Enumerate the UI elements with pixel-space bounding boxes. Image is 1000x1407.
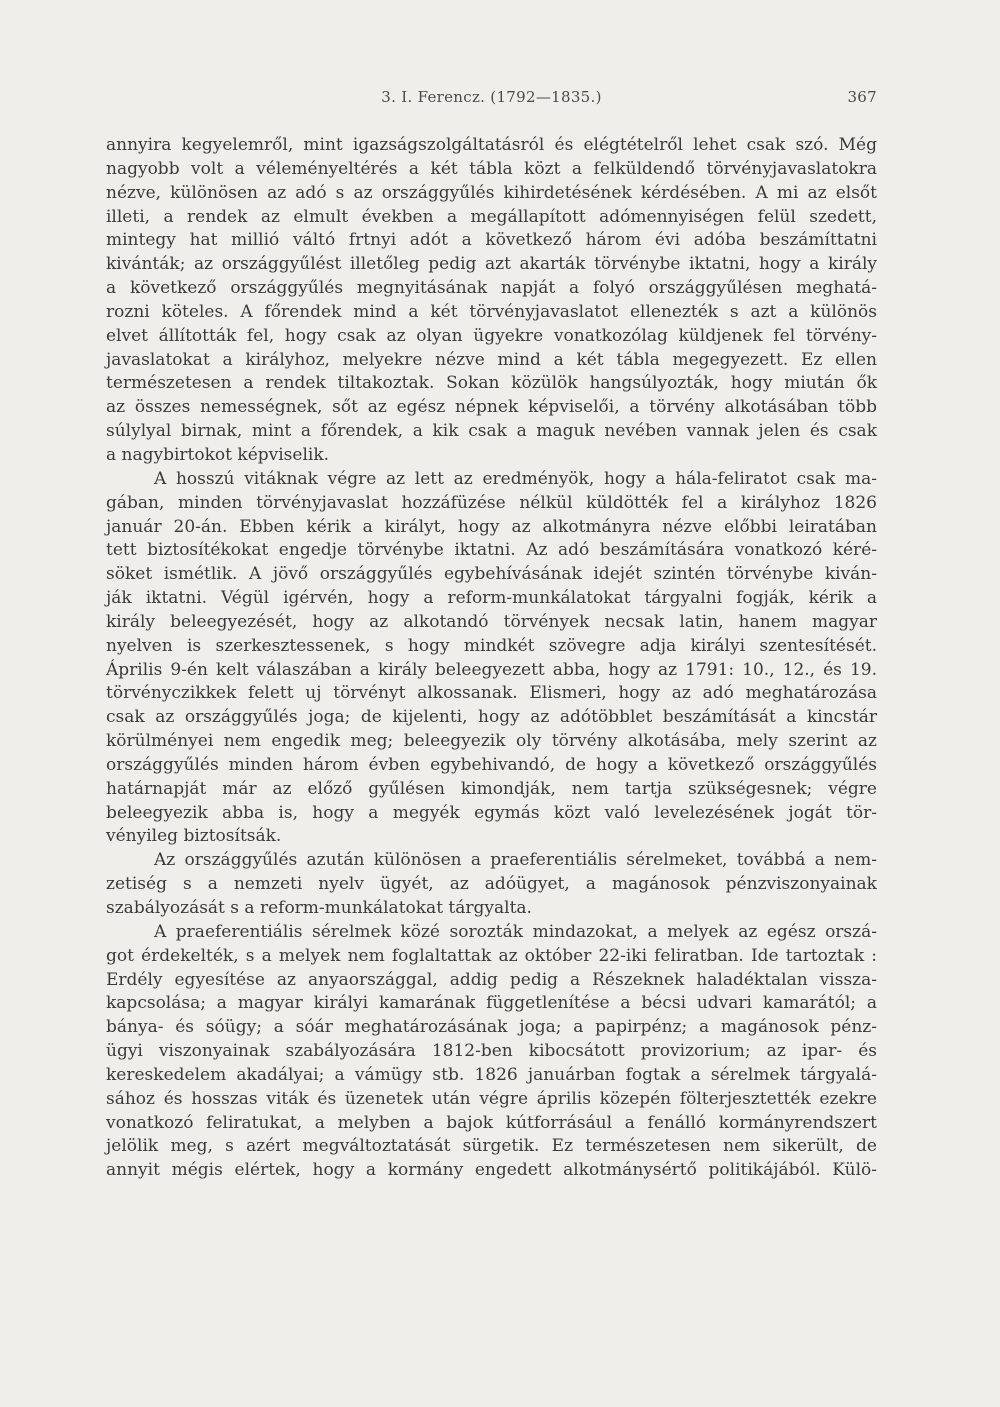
text-line: országgyűlés minden három évben egybehivandó, de hogy a következő országgyűlés [106, 754, 877, 775]
text-line: bánya- és sóügy; a sóár meghatározásának joga; a papirpénz; a magánosok pénz- [106, 1017, 877, 1038]
text-line: tett biztosítékokat engedje törvénybe iktatni. Az adó beszámítására vonatkozó kéré- [106, 540, 877, 561]
text-line: Az országgyűlés azután különösen a praeferentiális sérelmeket, továbbá a nem- [154, 850, 877, 871]
page-number: 367 [847, 88, 877, 106]
text-line: got érdekelték, s a melyek nem foglaltattak az október 22-iki feliratban. Ide tartoztak : [106, 945, 877, 966]
text-line: vonatkozó feliratukat, a melyben a bajok kútforrásául a fenálló kormányrendszert [106, 1112, 877, 1133]
text-line: jelölik meg, s azért megváltoztatását sürgetik. Ez természetesen nem sikerült, de [106, 1136, 877, 1157]
text-line: határnapját már az előző gyűlésen kimondják, nem tartja szükségesnek; végre [106, 778, 877, 799]
text-line: király beleegyezését, hogy az alkotandó törvények necsak latin, hanem magyar [106, 611, 877, 632]
text-line: ügyi viszonyainak szabályozására 1812-ben kibocsátott provizorium; az ipar- és [106, 1041, 877, 1062]
text-line: csak az országgyűlés joga; de kijelenti, hogy az adótöbblet beszámítását a kincstár [106, 707, 877, 728]
text-line: kereskedelem akadályai; a vámügy stb. 1826 januárban fogtak a sérelmek tárgyalá- [106, 1064, 877, 1085]
text-line: kapcsolása; a magyar királyi kamarának függetlenítése a bécsi udvari kamarától; a [106, 993, 877, 1014]
text-line: nagyobb volt a véleményeltérés a két tábla közt a felküldendő törvényjavaslatokra [106, 158, 877, 179]
text-line: Április 9-én kelt válaszában a király beleegyezett abba, hogy az 1791: 10., 12., és 19. [106, 659, 877, 680]
text-line: A praeferentiális sérelmek közé sorozták mindazokat, a melyek az egész orszá- [154, 921, 877, 942]
running-title: 3. I. Ferencz. (1792—1835.) [381, 88, 602, 106]
text-line: ják iktatni. Végül igérvén, hogy a reform-munkálatokat tárgyalni fogják, kérik a [106, 588, 877, 609]
text-line: beleegyezik abba is, hogy a megyék egymás közt való levelezésének jogát tör- [106, 802, 877, 823]
text-line: javaslatokat a királyhoz, melyekre nézve mind a két tábla megegyezett. Ez ellen [106, 349, 877, 370]
page-header [106, 88, 877, 114]
text-line: nézve, különösen az adó s az országgyűlés kihirdetésének kérdésében. A mi az elsőt [106, 182, 877, 203]
text-line: söket ismétlik. A jövő országgyűlés egybehívásának idejét szintén törvénybe kiván- [106, 564, 877, 585]
text-line: gában, minden törvényjavaslat hozzáfüzése nélkül küldötték fel a királyhoz 1826 [106, 492, 877, 513]
text-line: vényileg biztosítsák. [106, 826, 282, 847]
text-line: szabályozását s a reform-munkálatokat tárgyalta. [106, 898, 532, 918]
text-line: természetesen a rendek tiltakoztak. Sokan közülök hangsúlyozták, hogy miután ők [106, 373, 877, 394]
text-line: sához és hosszas viták és üzenetek után végre április közepén fölterjesztették ezekre [106, 1088, 877, 1109]
text-line: a következő országgyűlés megnyitásának napját a folyó országgyűlésen meghatá- [106, 278, 877, 299]
text-line: zetiség s a nemzeti nyelv ügyét, az adóügyet, a magánosok pénzviszonyainak [106, 874, 877, 895]
text-line: az összes nemességnek, sőt az egész népnek képviselői, a törvény alkotásában több [106, 397, 877, 418]
text-line: mintegy hat millió váltó frtnyi adót a következő három évi adóba beszámíttatni [106, 230, 877, 251]
text-line: kivánták; az országgyűlést illetőleg pedig azt akarták törvénybe iktatni, hogy a király [106, 254, 877, 275]
body-text [106, 134, 877, 1183]
text-line: elvet állították fel, hogy csak az olyan ügyekre vonatkozólag küldjenek fel törvény- [106, 325, 877, 346]
text-line: rozni köteles. A főrendek mind a két törvényjavaslatot ellenezték s azt a különös [106, 301, 877, 322]
text-line: Erdély egyesítése az anyaországgal, addig pedig a Részeknek haladéktalan vissza- [106, 969, 877, 990]
text-line: illeti, a rendek az elmult években a megállapított adómennyiségen felül szedett, [106, 206, 877, 227]
text-line: A hosszú vitáknak végre az lett az eredményök, hogy a hála-feliratot csak ma- [154, 468, 877, 489]
text-line: súlylyal birnak, mint a főrendek, a kik csak a maguk nevében vannak jelen és csak [106, 421, 877, 442]
text-line: törvényczikkek felett uj törvényt alkossanak. Elismeri, hogy az adó meghatározása [106, 683, 877, 704]
text-line: annyit mégis elértek, hogy a kormány engedett alkotmánysértő politikájából. Külö- [106, 1160, 877, 1181]
text-line: körülményei nem engedik meg; beleegyezik oly törvény alkotásába, mely szerint az [106, 731, 877, 752]
text-line: a nagybirtokot képviselik. [106, 444, 330, 465]
text-line: január 20-án. Ebben kérik a királyt, hogy az alkotmányra nézve előbbi leiratában [106, 516, 877, 537]
text-line: nyelven is szerkesztessenek, s hogy mindkét szövegre adja királyi szentesítését. [106, 635, 877, 656]
text-line: annyira kegyelemről, mint igazságszolgáltatásról és elégtételről lehet csak szó. Még [106, 135, 877, 155]
